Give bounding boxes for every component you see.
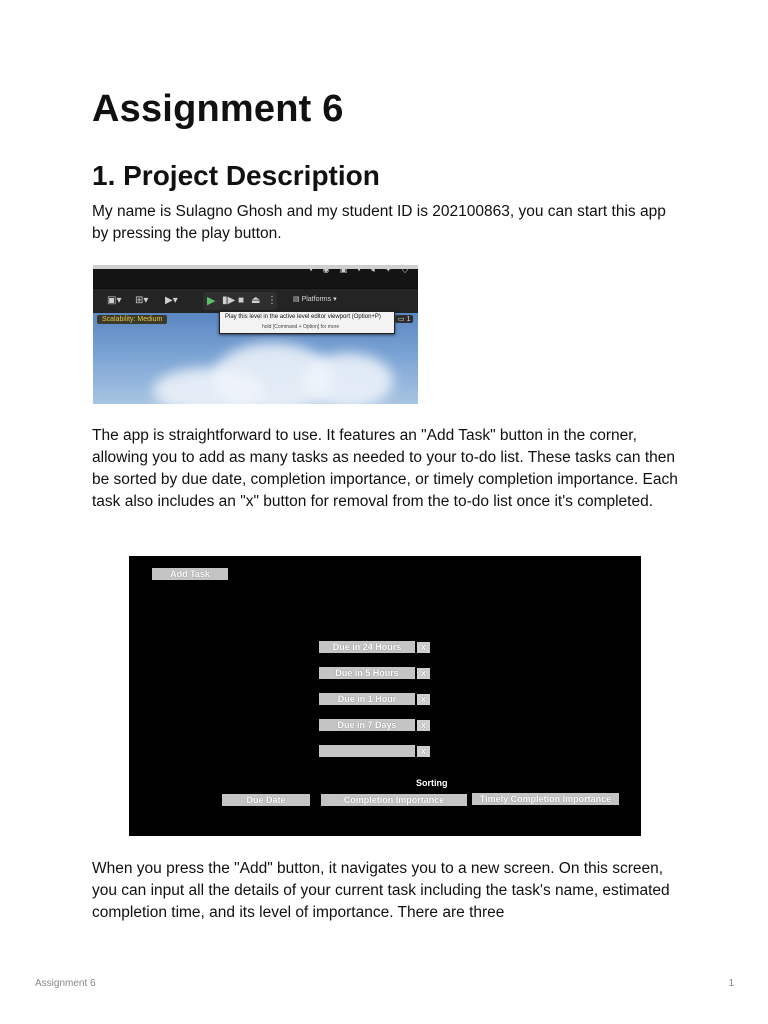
eject-icon: ⏏ — [251, 295, 261, 306]
play-tooltip — [219, 311, 395, 334]
section-heading: 1. Project Description — [92, 160, 380, 191]
app-screenshot — [129, 556, 641, 836]
blueprint-icon: ⊞▾ — [135, 295, 149, 306]
add-content-icon: ▣▾ — [107, 295, 122, 306]
page-number: 1 — [728, 978, 734, 989]
task-item: Due in 5 Hours — [319, 667, 415, 679]
sort-timely-completion-importance-button[interactable]: Timely Completion Importance — [472, 793, 619, 805]
paragraph-add-screen: When you press the "Add" button, it navigates you to a new screen. On this screen, you can input all the details of your current task including the task's name, estimated completion time, and its level of importance. There are three — [92, 860, 670, 921]
step-icon: ▮▶ — [222, 295, 236, 306]
task-item: Due in 1 Hour — [319, 693, 415, 705]
tooltip-text: Play this level in the active level editor viewport (Option+P) — [225, 314, 381, 320]
paragraph-intro: My name is Sulagno Ghosh and my student ID is 202100863, you can start this app by pressing the play button. — [92, 203, 666, 242]
task-item — [319, 745, 415, 757]
remove-task-button[interactable]: x — [417, 694, 430, 705]
cloud-shape — [303, 353, 393, 404]
footer-title: Assignment 6 — [35, 978, 96, 989]
platforms-menu[interactable]: ▤ Platforms ▾ — [293, 296, 337, 303]
remove-task-button[interactable]: x — [417, 746, 430, 757]
editor-toolbar-screenshot — [93, 265, 418, 404]
camera-badge: ▭ 1 — [395, 315, 413, 323]
sorting-label: Sorting — [416, 778, 448, 788]
tooltip-hint: hold [Command + Option] for more — [262, 324, 340, 330]
sort-due-date-button[interactable]: Due Date — [222, 794, 310, 806]
remove-task-button[interactable]: x — [417, 720, 430, 731]
platforms-label: Platforms — [301, 296, 332, 303]
remove-task-button[interactable]: x — [417, 642, 430, 653]
stop-icon: ■ — [238, 295, 245, 306]
add-task-button[interactable]: Add Task — [152, 568, 228, 580]
more-options-icon: ⋮ — [267, 295, 277, 306]
sort-completion-importance-button[interactable]: Completion Importance — [321, 794, 467, 806]
task-item: Due in 24 Hours — [319, 641, 415, 653]
page-title: Assignment 6 — [92, 88, 344, 130]
camera-badge-count: 1 — [406, 316, 411, 323]
task-item: Due in 7 Days — [319, 719, 415, 731]
play-icon[interactable]: ▶ — [207, 295, 216, 307]
editor-status-icons: ▪ ◉ ▣ ▪ ◂ ✦ ◇ — [309, 265, 412, 274]
paragraph-usage: The app is straightforward to use. It features an "Add Task" button in the corner, allowing you to add as many tasks as needed to your to-do list. These tasks can then be sorted by due date, completion importance, or timely completion importance. Each task also includes an "x" button for removal from the to-do list once it's completed. — [92, 427, 678, 510]
editor-title-bar — [93, 265, 418, 288]
scalability-badge: Scalability: Medium — [97, 315, 167, 324]
cinematics-icon: ▶▾ — [165, 295, 178, 306]
remove-task-button[interactable]: x — [417, 668, 430, 679]
